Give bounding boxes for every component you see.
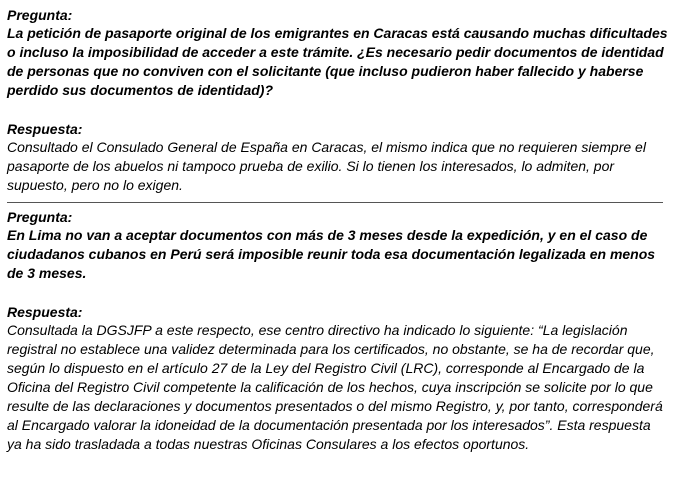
- answer-label: Respuesta:: [7, 121, 83, 137]
- question-label: Pregunta:: [7, 7, 73, 23]
- qa-block-2: [7, 208, 669, 454]
- question-text: La petición de pasaporte original de los emigrantes en Caracas está causando muchas dificultades o incluso la imposibilidad de acceder a este trámite. ¿Es necesario pedir documentos de identidad de personas que no conviven con el solicitante (que incluso pudieron haber fallecido y haberse perdido sus documentos de identidad)?: [7, 25, 668, 98]
- answer-label: Respuesta:: [7, 304, 83, 320]
- spacer: [7, 100, 669, 120]
- question-label: Pregunta:: [7, 209, 73, 225]
- answer-text: Consultado el Consulado General de España en Caracas, el mismo indica que no requieren siempre el pasaporte de los abuelos ni tampoco prueba de exilio. Si lo tienen los interesados, lo admiten, por supuesto, pero no lo exigen.: [7, 139, 646, 193]
- qa-block-1: [7, 6, 669, 195]
- spacer: [7, 283, 669, 303]
- answer-text: Consultada la DGSJFP a este respecto, ese centro directivo ha indicado lo siguiente: “La legislación registral no establece una validez determinada para los certificados, no obstante, se ha de recordar que, según lo dispuesto en el artículo 27 de la Ley del Registro Civil (LRC), corresponde al Encargado de la Oficina del Registro Civil competente la calificación de los hechos, cuya inscripción se solicite por lo que resulte de las declaraciones y documentos presentados o del mismo Registro, y, por tanto, corresponderá al Encargado valorar la idoneidad de la documentación presentada por los interesados”. Esta respuesta ya ha sido trasladada a todas nuestras Oficinas Consulares a los efectos oportunos.: [7, 322, 663, 452]
- section-divider: [7, 202, 663, 203]
- question-text: En Lima no van a aceptar documentos con más de 3 meses desde la expedición, y en el caso de ciudadanos cubanos en Perú será imposible reunir toda esa documentación legalizada en menos de 3 meses.: [7, 227, 656, 281]
